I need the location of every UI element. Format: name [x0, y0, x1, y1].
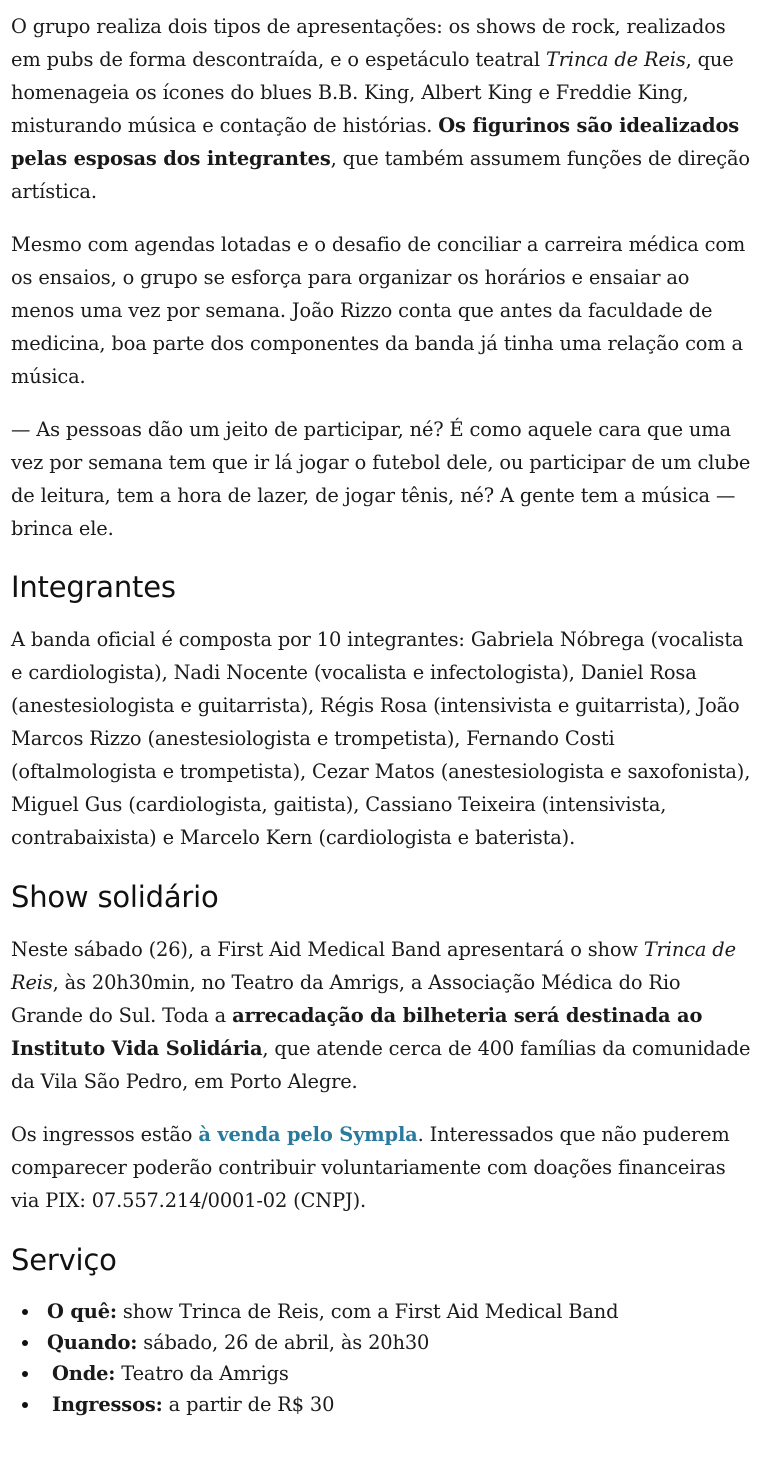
list-item-value: Teatro da Amrigs [115, 1362, 289, 1385]
text-span: Os ingressos estão [11, 1123, 199, 1146]
list-item-value: a partir de R$ 30 [162, 1393, 335, 1416]
list-item-value: show Trinca de Reis, com a First Aid Medical Band [116, 1300, 619, 1323]
text-span: Neste sábado (26), a First Aid Medical Band apresentará o show [11, 938, 644, 961]
text-span: . Interessados que não puderem comparecer poderão contribuir voluntariamente com doações financeiras via PIX: 07.557.214/0001-02 (CNPJ). [11, 1123, 730, 1212]
list-item-label: Quando: [47, 1331, 138, 1354]
paragraph-show [11, 933, 756, 1098]
paragraph-integrantes: A banda oficial é composta por 10 integrantes: Gabriela Nóbrega (vocalista e cardiologista), Nadi Nocente (vocalista e infectologista), Daniel Rosa (anestesiologista e guitarrista), Régis Rosa (intensivista e guitarrista), João Marcos Rizzo (anestesiologista e trompetista), Fernando Costi (oftalmologista e trompetista), Cezar Matos (anestesiologista e saxofonista), Miguel Gus (cardiologista, gaitista), Cassiano Teixeira (intensivista, contrabaixista) e Marcelo Kern (cardiologista e baterista). [11, 628, 751, 849]
sympla-link[interactable]: à venda pelo Sympla [198, 1123, 418, 1146]
list-item-label: Onde: [52, 1362, 116, 1385]
text-span: , que atende cerca de 400 famílias da comunidade da Vila São Pedro, em Porto Alegre. [11, 1037, 751, 1093]
text-span: O grupo realiza dois tipos de apresentações: os shows de rock, realizados em pubs de forma descontraída, e o espetáculo teatral [11, 15, 726, 71]
show-title-italic: Trinca de Reis [545, 48, 686, 71]
servico-list [11, 1296, 756, 1420]
bold-highlight: arrecadação da bilheteria será destinada ao Instituto Vida Solidária [11, 1004, 703, 1060]
bold-highlight: Os figurinos são idealizados pelas esposas dos integrantes [11, 114, 740, 170]
list-item-label: O quê: [47, 1300, 117, 1323]
text-span: , que homenageia os ícones do blues B.B. King, Albert King e Freddie King, misturando música e contação de histórias. [11, 48, 734, 137]
list-item-label: Ingressos: [52, 1393, 163, 1416]
paragraph-ingressos [11, 1118, 756, 1217]
heading-servico: Serviço [11, 1243, 117, 1277]
list-item-ingressos [11, 1389, 756, 1420]
heading-show-solidario: Show solidário [11, 880, 219, 914]
show-title-italic: Trinca de Reis [11, 938, 736, 994]
paragraph-apresentacoes [11, 10, 756, 208]
list-item-quando [11, 1327, 756, 1358]
list-item-onde [11, 1358, 756, 1389]
list-item-value: sábado, 26 de abril, às 20h30 [137, 1331, 430, 1354]
text-span: , às 20h30min, no Teatro da Amrigs, a Associação Médica do Rio Grande do Sul. Toda a [11, 971, 681, 1027]
heading-integrantes: Integrantes [11, 570, 176, 604]
text-span: , que também assumem funções de direção artística. [11, 147, 750, 203]
paragraph-quote: — As pessoas dão um jeito de participar, né? É como aquele cara que uma vez por semana tem que ir lá jogar o futebol dele, ou participar de um clube de leitura, tem a hora de lazer, de jogar tênis, né? A gente tem a música — brinca ele. [11, 418, 751, 540]
list-item-o-que [11, 1296, 756, 1327]
paragraph-agendas: Mesmo com agendas lotadas e o desafio de conciliar a carreira médica com os ensaios, o grupo se esforça para organizar os horários e ensaiar ao menos uma vez por semana. João Rizzo conta que antes da faculdade de medicina, boa parte dos componentes da banda já tinha uma relação com a música. [11, 233, 746, 388]
